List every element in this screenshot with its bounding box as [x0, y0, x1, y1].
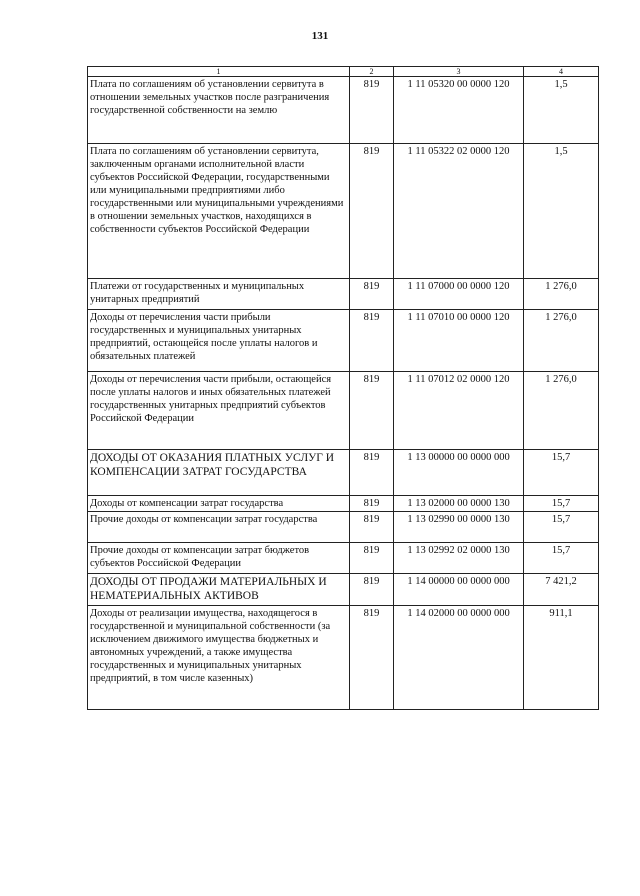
row-amount: 1,5: [524, 144, 599, 279]
row-name: Доходы от перечисления части прибыли государственных и муниципальных унитарных предприятий, остающейся после уплаты налогов и обязательных платежей: [88, 310, 350, 372]
page-number: 131: [311, 30, 329, 42]
row-classification-code: 1 14 00000 00 0000 000: [394, 574, 524, 606]
row-amount: 1 276,0: [524, 310, 599, 372]
row-classification-code: 1 11 07010 00 0000 120: [394, 310, 524, 372]
row-name: Доходы от перечисления части прибыли, остающейся после уплаты налогов и иных обязательных платежей государственных унитарных предприятий субъектов Российской Федерации: [88, 372, 350, 450]
row-admin-code: 819: [350, 310, 394, 372]
row-classification-code: 1 13 02990 00 0000 130: [394, 512, 524, 543]
table-row-section: [88, 574, 599, 606]
table-row: [88, 606, 599, 710]
row-admin-code: 819: [350, 372, 394, 450]
row-name: Плата по соглашениям об установлении сервитута в отношении земельных участков после разграничения государственной собственности на землю: [88, 77, 350, 144]
row-classification-code: 1 11 07000 00 0000 120: [394, 279, 524, 310]
row-classification-code: 1 13 02992 02 0000 130: [394, 543, 524, 574]
row-name: Доходы от компенсации затрат государства: [88, 496, 350, 512]
row-amount: 15,7: [524, 450, 599, 496]
column-header: 2: [350, 67, 394, 77]
row-amount: 1,5: [524, 77, 599, 144]
row-amount: 15,7: [524, 496, 599, 512]
row-admin-code: 819: [350, 512, 394, 543]
row-name: Прочие доходы от компенсации затрат государства: [88, 512, 350, 543]
row-classification-code: 1 14 02000 00 0000 000: [394, 606, 524, 710]
row-amount: 7 421,2: [524, 574, 599, 606]
table-row: [88, 279, 599, 310]
column-header: 4: [524, 67, 599, 77]
table-row: [88, 543, 599, 574]
row-admin-code: 819: [350, 279, 394, 310]
table-row: [88, 512, 599, 543]
row-classification-code: 1 11 05322 02 0000 120: [394, 144, 524, 279]
table-row: [88, 310, 599, 372]
table-row: [88, 496, 599, 512]
column-header: 1: [88, 67, 350, 77]
row-name: ДОХОДЫ ОТ ОКАЗАНИЯ ПЛАТНЫХ УСЛУГ И КОМПЕНСАЦИИ ЗАТРАТ ГОСУДАРСТВА: [88, 450, 350, 496]
table-row: [88, 144, 599, 279]
row-admin-code: 819: [350, 144, 394, 279]
row-classification-code: 1 11 07012 02 0000 120: [394, 372, 524, 450]
row-name: ДОХОДЫ ОТ ПРОДАЖИ МАТЕРИАЛЬНЫХ И НЕМАТЕРИАЛЬНЫХ АКТИВОВ: [88, 574, 350, 606]
row-amount: 911,1: [524, 606, 599, 710]
table-row-section: [88, 450, 599, 496]
row-name: Плата по соглашениям об установлении сервитута, заключенным органами исполнительной власти субъектов Российской Федерации, государственными или муниципальными предприятиями либо государственными или муниципальными учреждениями в отношении земельных участков, находящихся в собственности субъектов Российской Федерации: [88, 144, 350, 279]
header-row: [88, 67, 599, 77]
row-admin-code: 819: [350, 543, 394, 574]
row-classification-code: 1 13 00000 00 0000 000: [394, 450, 524, 496]
row-classification-code: 1 13 02000 00 0000 130: [394, 496, 524, 512]
row-admin-code: 819: [350, 606, 394, 710]
row-amount: 15,7: [524, 543, 599, 574]
row-classification-code: 1 11 05320 00 0000 120: [394, 77, 524, 144]
column-header: 3: [394, 67, 524, 77]
row-admin-code: 819: [350, 450, 394, 496]
table-row: [88, 77, 599, 144]
revenue-table: [87, 66, 599, 710]
row-amount: 1 276,0: [524, 372, 599, 450]
row-name: Прочие доходы от компенсации затрат бюджетов субъектов Российской Федерации: [88, 543, 350, 574]
row-name: Платежи от государственных и муниципальных унитарных предприятий: [88, 279, 350, 310]
row-amount: 1 276,0: [524, 279, 599, 310]
row-name: Доходы от реализации имущества, находящегося в государственной и муниципальной собственности (за исключением движимого имущества бюджетных и автономных учреждений, а также имущества государственных и муниципальных унитарных предприятий, в том числе казенных): [88, 606, 350, 710]
row-amount: 15,7: [524, 512, 599, 543]
row-admin-code: 819: [350, 574, 394, 606]
row-admin-code: 819: [350, 77, 394, 144]
table-row: [88, 372, 599, 450]
row-admin-code: 819: [350, 496, 394, 512]
